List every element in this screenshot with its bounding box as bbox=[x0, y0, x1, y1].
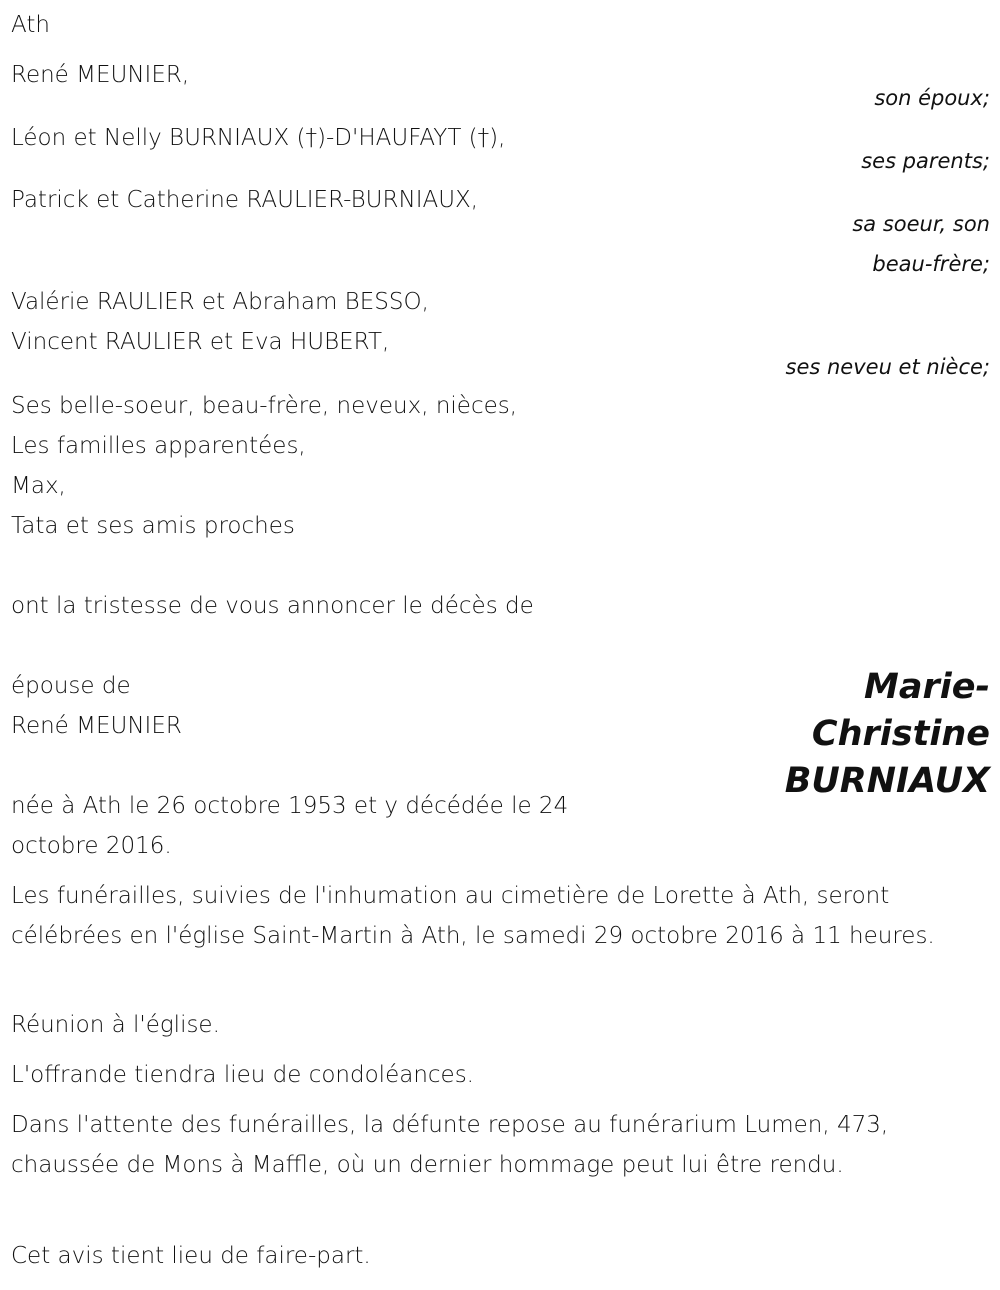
funeral-details: Les funérailles, suivies de l'inhumation au cimetière de Lorette à Ath, seront célébrées en l'église Saint-Martin à Ath, le samedi 29 octobre 2016 à 11 heures. bbox=[11, 883, 935, 949]
family-name-niece: Valérie RAULIER et Abraham BESSO, bbox=[11, 289, 429, 315]
birth-death-line-1: née à Ath le 26 octobre 1953 et y décédée le 24 bbox=[11, 793, 569, 819]
birth-death-line-2: octobre 2016. bbox=[11, 833, 172, 859]
others-line-1: Ses belle-soeur, beau-frère, neveux, nièces, bbox=[11, 393, 518, 419]
spouse-name: René MEUNIER bbox=[11, 713, 182, 739]
family-name-sister: Patrick et Catherine RAULIER-BURNIAUX, bbox=[11, 187, 479, 213]
funerarium-note: Dans l'attente des funérailles, la défunte repose au funérarium Lumen, 473, chaussée de Mons à Maffle, où un dernier hommage peut lui être rendu. bbox=[11, 1112, 889, 1178]
family-name-parents: Léon et Nelly BURNIAUX (†)-D'HAUFAYT (†), bbox=[11, 125, 506, 151]
faire-part-note: Cet avis tient lieu de faire-part. bbox=[11, 1243, 371, 1269]
spouse-label: épouse de bbox=[11, 673, 131, 699]
others-line-3: Max, bbox=[11, 473, 66, 499]
relation-sister-line2: beau-frère; bbox=[872, 252, 990, 276]
family-name-spouse: René MEUNIER, bbox=[11, 62, 190, 88]
relation-parents: ses parents; bbox=[861, 149, 990, 173]
deceased-name-line-2: Christine bbox=[811, 714, 990, 754]
others-line-2: Les familles apparentées, bbox=[11, 433, 306, 459]
deceased-name-line-1: Marie- bbox=[864, 667, 990, 707]
deceased-name-line-3: BURNIAUX bbox=[784, 761, 990, 801]
relation-nephew-niece: ses neveu et nièce; bbox=[785, 355, 990, 379]
reunion-note: Réunion à l'église. bbox=[11, 1012, 220, 1038]
offering-note: L'offrande tiendra lieu de condoléances. bbox=[11, 1062, 474, 1088]
location: Ath bbox=[11, 12, 50, 38]
others-line-4: Tata et ses amis proches bbox=[11, 513, 295, 539]
relation-spouse: son époux; bbox=[874, 86, 990, 110]
announcement: ont la tristesse de vous annoncer le décès de bbox=[11, 593, 534, 619]
relation-sister-line1: sa soeur, son bbox=[852, 212, 990, 236]
deceased-name bbox=[770, 664, 990, 805]
family-name-nephew: Vincent RAULIER et Eva HUBERT, bbox=[11, 329, 390, 355]
